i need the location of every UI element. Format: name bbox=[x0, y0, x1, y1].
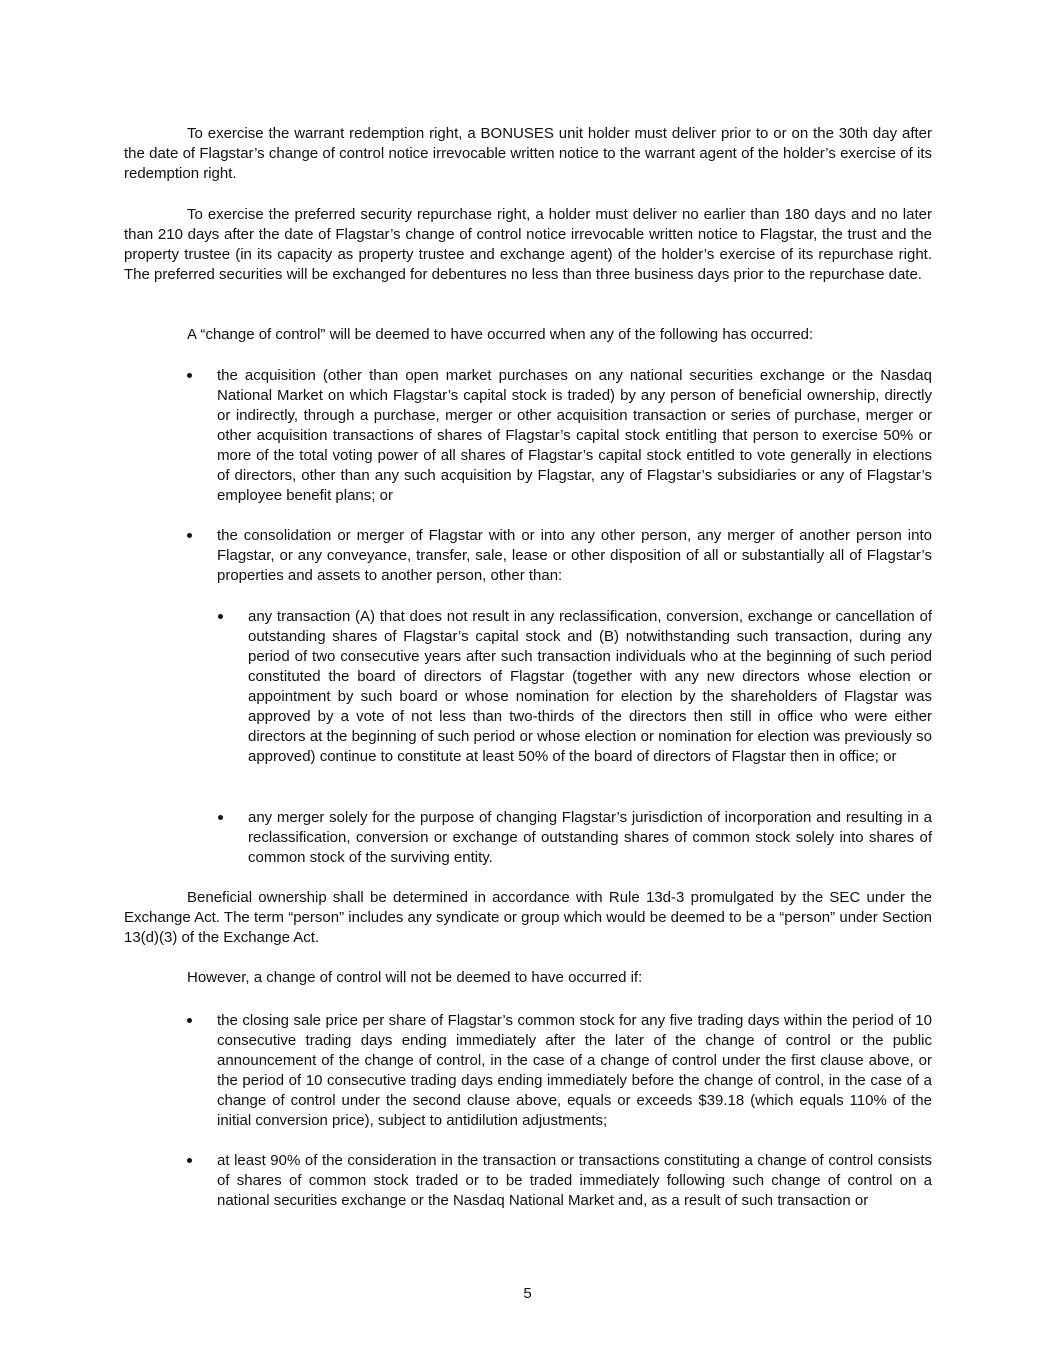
paragraph-preferred-repurchase: To exercise the preferred security repurchase right, a holder must deliver no earlier than 180 days and no later than 210 days after the date of Flagstar’s change of control notice irrevocable written notice to Flagstar, the trust and the property trustee (in its capacity as property trustee and exchange agent) of the holder’s exercise of its repurchase right. The preferred securities will be exchanged for debentures no less than three business days prior to the repurchase date. bbox=[124, 206, 932, 283]
bullet-ninety-percent: at least 90% of the consideration in the transaction or transactions constituting a change of control consists of shares of common stock traded or to be traded immediately following such change of control on a national securities exchange or the Nasdaq National Market and, as a result of such transaction or bbox=[217, 1152, 932, 1209]
bullet-dot bbox=[187, 533, 192, 538]
paragraph-beneficial-ownership: Beneficial ownership shall be determined in accordance with Rule 13d-3 promulgated by the SEC under the Exchange Act. The term “person” includes any syndicate or group which would be deemed to be a “person” under Section 13(d)(3) of the Exchange Act. bbox=[124, 889, 932, 946]
paragraph-warrant-redemption: To exercise the warrant redemption right, a BONUSES unit holder must deliver prior to or on the 30th day after the date of Flagstar’s change of control notice irrevocable written notice to the warrant agent of the holder’s exercise of its redemption right. bbox=[124, 125, 932, 182]
paragraph-however: However, a change of control will not be deemed to have occurred if: bbox=[187, 969, 643, 986]
bullet-closing-price: the closing sale price per share of Flagstar’s common stock for any five trading days within the period of 10 consecutive trading days ending immediately after the later of the change of control or the public announcement of the change of control, in the case of a change of control under the first clause above, or the period of 10 consecutive trading days ending immediately before the change of control, in the case of a change of control under the second clause above, equals or exceeds $39.18 (which equals 110% of the initial conversion price), subject to antidilution adjustments; bbox=[217, 1012, 932, 1129]
bullet-dot bbox=[218, 815, 223, 820]
bullet-consolidation: the consolidation or merger of Flagstar with or into any other person, any merger of another person into Flagstar, or any conveyance, transfer, sale, lease or other disposition of all or substantially all of Flagstar’s properties and assets to another person, other than: bbox=[217, 527, 932, 584]
paragraph-change-of-control-intro: A “change of control” will be deemed to have occurred when any of the following has occurred: bbox=[187, 326, 814, 343]
sub-bullet-merger: any merger solely for the purpose of changing Flagstar’s jurisdiction of incorporation and resulting in a reclassification, conversion or exchange of outstanding shares of common stock solely into shares of common stock of the surviving entity. bbox=[248, 809, 932, 866]
sub-bullet-transaction: any transaction (A) that does not result in any reclassification, conversion, exchange or cancellation of outstanding shares of Flagstar’s capital stock and (B) notwithstanding such transaction, during any period of two consecutive years after such transaction individuals who at the beginning of such period constituted the board of directors of Flagstar (together with any new directors whose election or appointment by such board or whose nomination for election by the shareholders of Flagstar was approved by a vote of not less than two-thirds of the directors then still in office who were either directors at the beginning of such period or whose election or nomination for election was previously so approved) continue to constitute at least 50% of the board of directors of Flagstar then in office; or bbox=[248, 608, 932, 765]
bullet-dot bbox=[187, 373, 192, 378]
page-number: 5 bbox=[523, 1285, 532, 1302]
bullet-dot bbox=[218, 614, 223, 619]
bullet-dot bbox=[187, 1158, 192, 1163]
bullet-dot bbox=[187, 1018, 192, 1023]
bullet-acquisition: the acquisition (other than open market purchases on any national securities exchange or the Nasdaq National Market on which Flagstar’s capital stock is traded) by any person of beneficial ownership, directly or indirectly, through a purchase, merger or other acquisition transaction or series of purchase, merger or other acquisition transactions of shares of Flagstar’s capital stock entitling that person to exercise 50% or more of the total voting power of all shares of Flagstar’s capital stock entitled to vote generally in elections of directors, other than any such acquisition by Flagstar, any of Flagstar’s subsidiaries or any of Flagstar’s employee benefit plans; or bbox=[217, 367, 932, 504]
